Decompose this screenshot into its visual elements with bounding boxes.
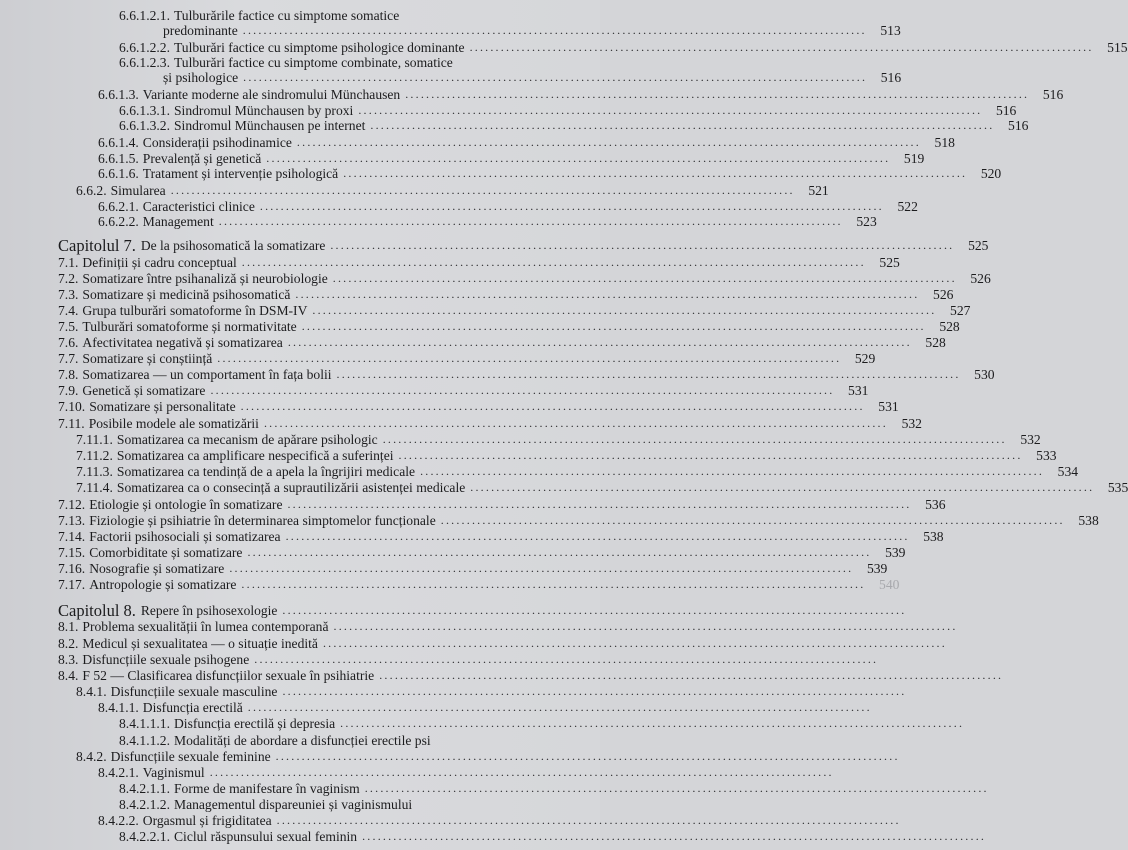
entry-title: Somatizare și conștiință [82, 351, 213, 366]
dot-leader: ........................................................................................................................ [358, 103, 983, 117]
entry-number: 7.1. [58, 255, 79, 270]
toc-entry [0, 103, 1017, 118]
toc-entry [0, 577, 900, 592]
page-number: 516 [1042, 87, 1064, 102]
entry-number: 7.6. [58, 335, 79, 350]
toc-entry [0, 432, 1041, 447]
toc-entry [0, 813, 901, 828]
entry-number: 7.17. [58, 577, 86, 592]
chapter-label: Capitolul 7. [58, 236, 136, 255]
entry-title: Medicul și sexualitatea — o situație inedită [82, 636, 318, 651]
page-number: 525 [879, 255, 900, 270]
page-number: 516 [1008, 118, 1029, 133]
entry-title: Somatizarea ca tendință de a apela la îngrijiri medicale [116, 464, 416, 479]
dot-leader: ........................................................................................................................ [170, 183, 795, 197]
page-number: 515 [1107, 40, 1128, 55]
entry-title: Tulburări factice cu simptome combinate, somatice [173, 55, 453, 70]
page-number: 530 [974, 367, 995, 382]
entry-number: 7.9. [58, 383, 79, 398]
entry-title: predominante [163, 23, 238, 38]
dot-leader: ........................................................................................................................ [398, 448, 1023, 462]
page-number: 526 [970, 271, 991, 286]
entry-number: 7.4. [58, 303, 79, 318]
toc-entry [0, 367, 995, 382]
toc-entry [0, 303, 971, 318]
entry-title: F 52 — Clasificarea disfuncțiilor sexuale în psihiatrie [82, 668, 375, 683]
dot-leader: ........................................................................................................................ [218, 214, 843, 228]
toc-entry [0, 749, 900, 764]
dot-leader: ........................................................................................................................ [240, 399, 865, 413]
entry-title: Problema sexualității în lumea contemporană [82, 619, 329, 634]
page-number: 527 [950, 303, 971, 318]
entry-number: 7.12. [58, 497, 86, 512]
entry-title: Tratament și intervenție psihologică [142, 166, 339, 181]
page-number: 525 [968, 238, 989, 253]
entry-title: Simularea [110, 183, 166, 198]
page-number: 540 [879, 577, 900, 592]
toc-entry [0, 287, 954, 302]
dot-leader: ........................................................................................................................ [247, 700, 872, 714]
chapter-label: Capitolul 8. [58, 601, 136, 620]
dot-leader: ........................................................................................................................ [405, 87, 1030, 101]
toc-entry [0, 351, 876, 366]
entry-title: Tulburări somatoforme și normativitate [82, 319, 297, 334]
dot-leader: ........................................................................................................................ [276, 813, 901, 827]
toc-entry [0, 40, 1128, 55]
dot-leader: ........................................................................................................................ [282, 603, 907, 617]
toc-entry [0, 636, 947, 651]
toc-entry [0, 214, 877, 229]
dot-leader: ........................................................................................................................ [241, 255, 866, 269]
dot-leader: ........................................................................................................................ [382, 432, 1007, 446]
entry-title: Somatizarea ca amplificare nespecifică a suferinței [116, 448, 394, 463]
entry-title: Somatizarea ca mecanism de apărare psihologic [116, 432, 378, 447]
dot-leader: ........................................................................................................................ [330, 238, 955, 252]
entry-number: 8.4.1. [76, 684, 107, 699]
entry-title: Afectivitatea negativă și somatizarea [82, 335, 283, 350]
toc-entry [0, 87, 1064, 102]
toc-entry [0, 684, 907, 699]
dot-leader: ........................................................................................................................ [282, 684, 907, 698]
entry-title: Genetică și somatizare [82, 383, 206, 398]
entry-number: 8.4.2.1.2. [119, 797, 170, 812]
entry-number: 6.6.1.2.3. [119, 55, 170, 70]
dot-leader: ........................................................................................................................ [343, 166, 968, 180]
entry-number: 8.4.1.1.2. [119, 733, 170, 748]
toc-entry [0, 529, 944, 544]
dot-leader: ........................................................................................................................ [301, 319, 926, 333]
toc-entry [0, 135, 955, 150]
entry-title: Vaginismul [142, 765, 205, 780]
page-number: 531 [878, 399, 899, 414]
toc-entry [0, 765, 834, 780]
toc-entry [0, 319, 960, 334]
entry-number: 6.6.1.5. [98, 151, 139, 166]
entry-title: Ciclul răspunsului sexual feminin [173, 829, 358, 844]
entry-number: 6.6.1.2.1. [119, 8, 170, 23]
entry-number: 7.8. [58, 367, 79, 382]
dot-leader: ........................................................................................................................ [210, 383, 835, 397]
toc-entry [0, 55, 600, 70]
dot-leader: ........................................................................................................................ [336, 367, 961, 381]
page-number: 536 [925, 497, 946, 512]
entry-title: Somatizarea ca o consecință a supraut‌ilizării asistenței medicale [116, 480, 466, 495]
entry-number: 8.4.2. [76, 749, 107, 764]
entry-title: Tulburările factice cu simptome somatice [173, 8, 400, 23]
chapter-title: De la psihosomatică la somatizare [140, 238, 326, 253]
toc-chapter-heading [0, 601, 907, 620]
entry-number: 6.6.1.3.1. [119, 103, 170, 118]
page-number: 532 [1020, 432, 1041, 447]
dot-leader: ........................................................................................................................ [312, 303, 937, 317]
entry-number: 7.11.1. [76, 432, 113, 447]
page-number: 528 [939, 319, 960, 334]
dot-leader: ........................................................................................................................ [379, 668, 1004, 682]
dot-leader: ........................................................................................................................ [362, 829, 987, 843]
toc-entry [0, 183, 829, 198]
dot-leader: ........................................................................................................................ [247, 545, 872, 559]
entry-number: 6.6.1.2.2. [119, 40, 170, 55]
page-number: 533 [1036, 448, 1057, 463]
page-number: 535 [1107, 480, 1128, 495]
entry-title: Disfuncția erectilă [142, 700, 243, 715]
entry-title: Tulburări factice cu simptome psihologice dominante [173, 40, 465, 55]
entry-title: Disfuncția erectilă și depresia [173, 716, 336, 731]
page-number: 522 [897, 199, 918, 214]
dot-leader: ........................................................................................................................ [332, 271, 957, 285]
page-number: 539 [885, 545, 906, 560]
dot-leader: ........................................................................................................................ [469, 40, 1094, 54]
toc-entry [0, 416, 922, 431]
page-number: 521 [808, 183, 829, 198]
toc-entry [0, 151, 925, 166]
entry-number: 6.6.1.3. [98, 87, 139, 102]
toc-entry [0, 271, 991, 286]
entry-title: Sindromul Münchausen pe internet [173, 118, 366, 133]
entry-title: Somatizare și medicină psihosomatică [82, 287, 291, 302]
dot-leader: ........................................................................................................................ [322, 636, 947, 650]
toc-entry [0, 545, 906, 560]
entry-number: 8.4. [58, 668, 79, 683]
entry-title: Factorii psihosociali și somatizarea [89, 529, 281, 544]
toc-entry [0, 8, 600, 23]
entry-number: 6.6.1.3.2. [119, 118, 170, 133]
entry-title: Disfuncțiile sexuale psihogene [82, 652, 250, 667]
entry-title: Disfuncțiile sexuale masculine [110, 684, 278, 699]
toc-entry [0, 619, 958, 634]
entry-number: 8.3. [58, 652, 79, 667]
page-number: 532 [901, 416, 922, 431]
page-number: 523 [856, 214, 877, 229]
dot-leader: ........................................................................................................................ [364, 781, 989, 795]
dot-leader: ........................................................................................................................ [229, 561, 854, 575]
entry-title: Somatizare între psihanaliză și neurobiologie [82, 271, 328, 286]
page-number: 528 [925, 335, 946, 350]
toc-entry [0, 383, 869, 398]
dot-leader: ........................................................................................................................ [259, 199, 884, 213]
entry-number: 7.16. [58, 561, 86, 576]
entry-number: 8.4.2.2.1. [119, 829, 170, 844]
entry-title: Disfuncțiile sexuale feminine [110, 749, 271, 764]
dot-leader: ........................................................................................................................ [470, 480, 1095, 494]
page-number: 531 [848, 383, 869, 398]
entry-number: 6.6.2.2. [98, 214, 139, 229]
entry-title: și psihologice [163, 70, 239, 85]
toc-chapter-heading [0, 236, 989, 255]
entry-number: 6.6.2. [76, 183, 107, 198]
entry-number: 8.1. [58, 619, 79, 634]
entry-number: 8.4.1.1. [98, 700, 139, 715]
entry-title: Prevalență și genetică [142, 151, 262, 166]
dot-leader: ........................................................................................................................ [266, 151, 891, 165]
dot-leader: ........................................................................................................................ [285, 529, 910, 543]
page-number: 538 [923, 529, 944, 544]
entry-number: 7.7. [58, 351, 79, 366]
dot-leader: ........................................................................................................................ [241, 577, 866, 591]
entry-number: 7.15. [58, 545, 86, 560]
entry-title: Comorbiditate și somatizare [89, 545, 243, 560]
toc-entry [0, 70, 902, 85]
toc-entry [0, 733, 600, 748]
dot-leader: ........................................................................................................................ [254, 652, 879, 666]
entry-title: Grupa tulburări somatoforme în DSM-IV [82, 303, 308, 318]
dot-leader: ........................................................................................................................ [333, 619, 958, 633]
dot-leader: ........................................................................................................................ [440, 513, 1065, 527]
entry-title: Definiții și cadru conceptual [82, 255, 237, 270]
toc-entry [0, 797, 600, 812]
page-number: 516 [880, 70, 902, 85]
toc-entry [0, 199, 918, 214]
entry-title: Nosografie și somatizare [89, 561, 225, 576]
toc-entry [0, 668, 1004, 683]
chapter-title: Repere în psihosexologie [140, 603, 278, 618]
page-number: 538 [1078, 513, 1099, 528]
toc-entry [0, 23, 901, 38]
entry-number: 7.11.2. [76, 448, 113, 463]
entry-title: Orgasmul și frigiditatea [142, 813, 272, 828]
toc-entry [0, 561, 888, 576]
entry-title: Sindromul Münchausen by proxi [173, 103, 354, 118]
entry-title: Considerații psihodinamice [142, 135, 292, 150]
toc-entry [0, 255, 900, 270]
entry-title: Caracteristici clinice [142, 199, 255, 214]
entry-title: Somatizare și personalitate [89, 399, 236, 414]
toc-entry [0, 497, 946, 512]
toc-entry [0, 700, 872, 715]
entry-title: Variante moderne ale sindromului Münchausen [142, 87, 401, 102]
entry-number: 8.4.2.1. [98, 765, 139, 780]
dot-leader: ........................................................................................................................ [287, 497, 912, 511]
toc-entry [0, 513, 1099, 528]
page-number: 520 [980, 166, 1002, 181]
entry-number: 6.6.2.1. [98, 199, 139, 214]
toc-entry [0, 829, 987, 844]
entry-number: 7.13. [58, 513, 86, 528]
dot-leader: ........................................................................................................................ [209, 765, 834, 779]
toc-entry [0, 448, 1057, 463]
entry-title: Etiologie și ontologie în somatizare [89, 497, 283, 512]
toc-entry [0, 716, 965, 731]
dot-leader: ........................................................................................................................ [295, 287, 920, 301]
page-number: 534 [1057, 464, 1079, 479]
toc-entry [0, 118, 1029, 133]
dot-leader: ........................................................................................................................ [243, 70, 868, 84]
page-number: 526 [933, 287, 954, 302]
dot-leader: ........................................................................................................................ [287, 335, 912, 349]
entry-title: Posibile modele ale somatizării [88, 416, 259, 431]
page-number: 529 [854, 351, 876, 366]
dot-leader: ........................................................................................................................ [275, 749, 900, 763]
entry-title: Forme de manifestare în vaginism [173, 781, 360, 796]
dot-leader: ........................................................................................................................ [217, 351, 842, 365]
entry-number: 7.14. [58, 529, 86, 544]
entry-number: 7.2. [58, 271, 79, 286]
entry-number: 6.6.1.4. [98, 135, 139, 150]
entry-number: 7.11. [58, 416, 85, 431]
entry-number: 8.4.1.1.1. [119, 716, 170, 731]
entry-number: 7.5. [58, 319, 79, 334]
entry-title: Antropologie și somatizare [89, 577, 237, 592]
entry-number: 7.11.3. [76, 464, 113, 479]
entry-number: 7.11.4. [76, 480, 113, 495]
entry-number: 8.4.2.2. [98, 813, 139, 828]
toc-entry [0, 399, 899, 414]
toc-entry [0, 781, 989, 796]
toc-entry [0, 166, 1002, 181]
entry-title: Management [142, 214, 214, 229]
dot-leader: ........................................................................................................................ [242, 23, 867, 37]
page-number: 516 [995, 103, 1017, 118]
entry-number: 7.3. [58, 287, 79, 302]
page-number: 519 [903, 151, 925, 166]
toc-entry [0, 652, 879, 667]
page-number: 539 [866, 561, 888, 576]
entry-title: Managementul dispareuniei și vaginismului [173, 797, 413, 812]
page-number: 513 [880, 23, 901, 38]
entry-number: 6.6.1.6. [98, 166, 139, 181]
entry-title: Somatizarea — un comportament în fața bolii [82, 367, 332, 382]
dot-leader: ........................................................................................................................ [296, 135, 921, 149]
page-number: 518 [934, 135, 955, 150]
dot-leader: ........................................................................................................................ [263, 416, 888, 430]
dot-leader: ........................................................................................................................ [420, 464, 1045, 478]
toc-entry [0, 480, 1128, 495]
entry-number: 7.10. [58, 399, 86, 414]
toc-entry [0, 335, 946, 350]
toc-entry [0, 464, 1079, 479]
entry-title: Modalități de abordare a disfuncției erectile psi [173, 733, 431, 748]
dot-leader: ........................................................................................................................ [340, 716, 965, 730]
entry-number: 8.2. [58, 636, 79, 651]
entry-number: 8.4.2.1.1. [119, 781, 170, 796]
dot-leader: ........................................................................................................................ [370, 118, 995, 132]
entry-title: Fiziologie și psihiatrie în determinarea simptomelor funcționale [89, 513, 436, 528]
